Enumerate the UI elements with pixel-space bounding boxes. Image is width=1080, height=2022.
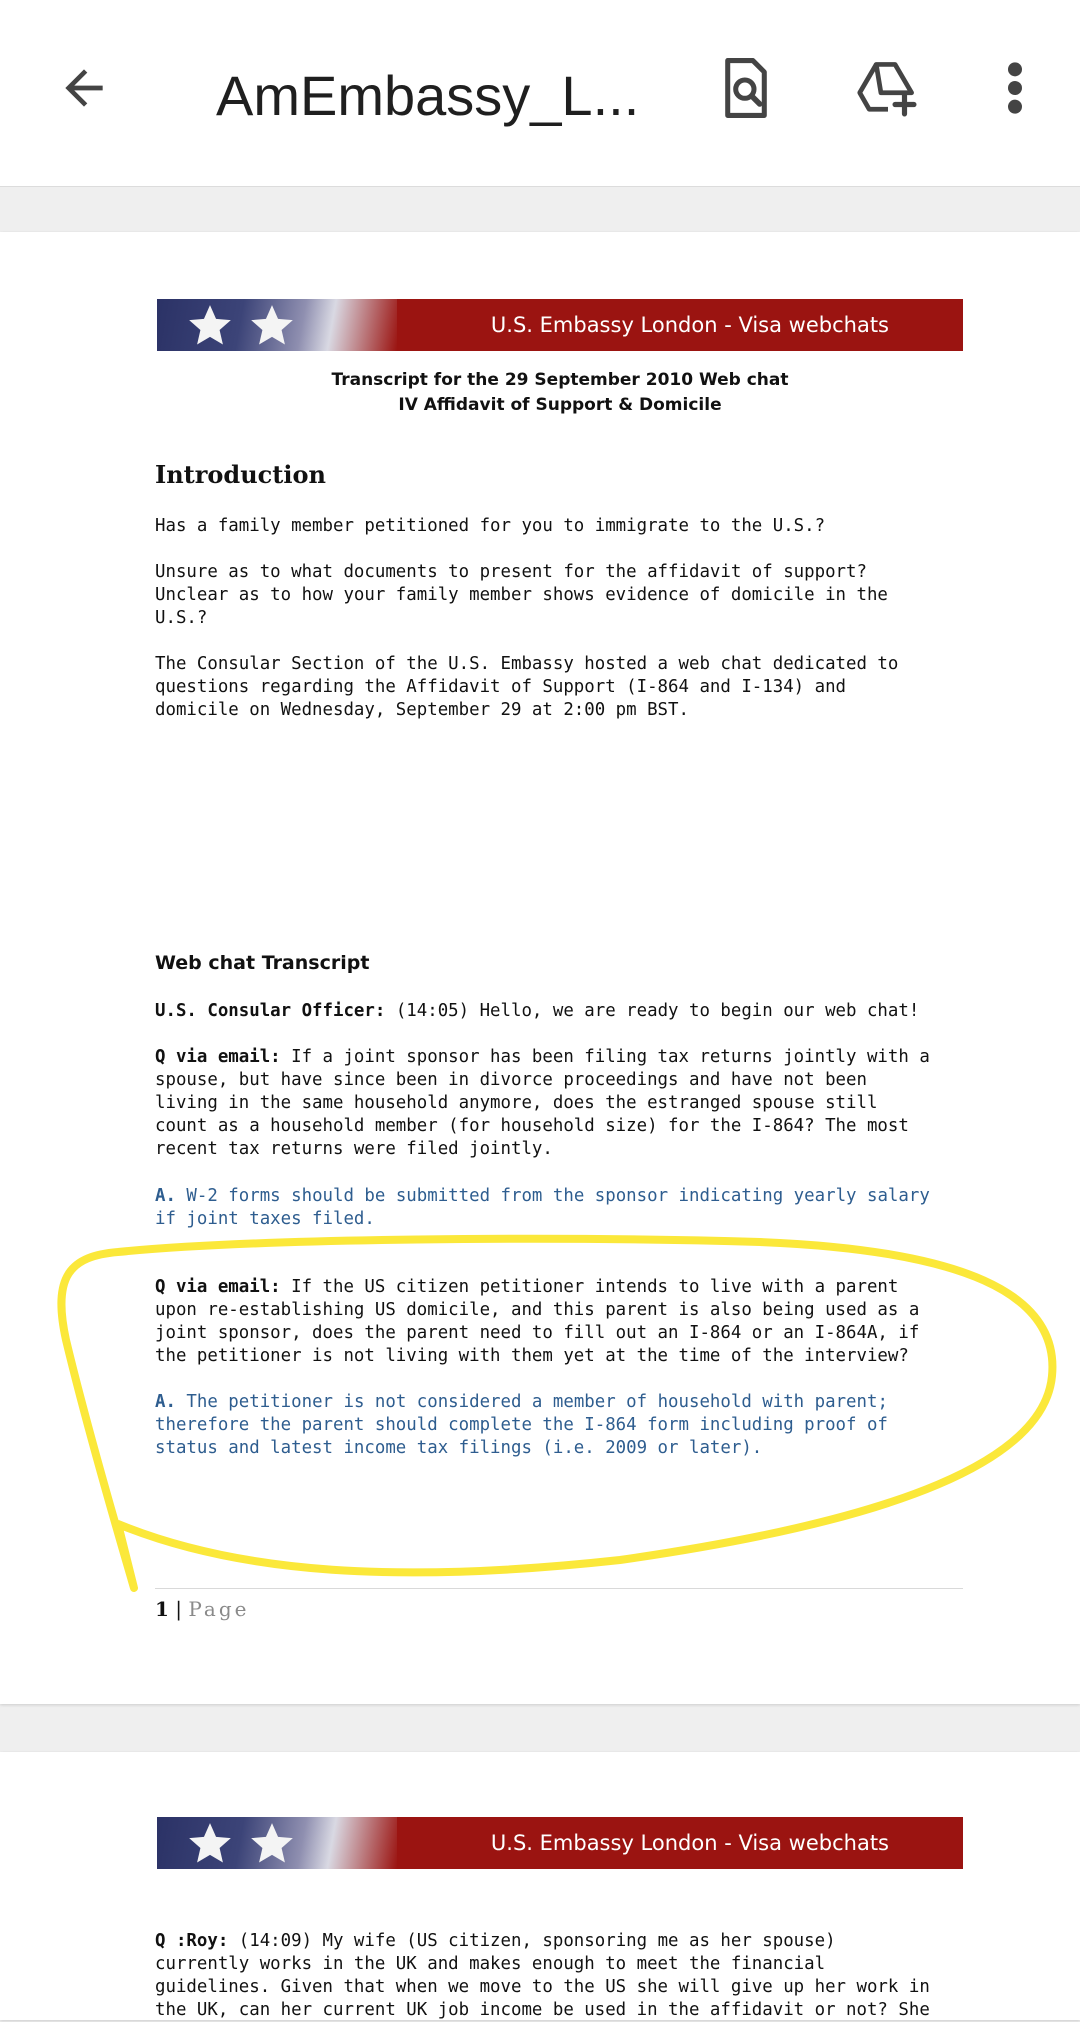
page-number-footer (155, 1588, 963, 1621)
transcript-subtitle: IV Affidavit of Support & Domicile (398, 395, 722, 415)
star-icon (185, 1819, 235, 1869)
question-1-text: If a joint sponsor has been filing tax returns jointly with a spouse, but have since been in divorce proceedings and have not been living in the same household anymore, does the estranged spouse still count as a household member (for household size) for the I-864? The most recent tax returns were filed jointly. (155, 1047, 930, 1159)
intro-paragraph-3: The Consular Section of the U.S. Embassy hosted a web chat dedicated to questions regarding the Affidavit of Support (I-864 and I-134) and domicile on Wednesday, September 29 at 2:00 pm BST. (155, 654, 899, 720)
intro-paragraph-2: Unsure as to what documents to present for the affidavit of support? Unclear as to how your family member shows evidence of domicile in the U.S.? (155, 562, 888, 628)
banner-text: U.S. Embassy London - Visa webchats (490, 1831, 889, 1855)
add-to-drive-icon (855, 58, 921, 118)
question-1 (155, 1046, 975, 1161)
answer-1 (155, 1185, 975, 1231)
pdf-page-1 (0, 232, 1080, 1704)
question-3-text: (14:09) My wife (US citizen, sponsoring me as her spouse) currently works in the UK and makes enough to meet the financial guidelines. Given that when we move to the US she will give up her work in the UK, can her current UK job income be used in the affidavit or not? She (155, 1931, 930, 2020)
page-number: 1 (155, 1597, 169, 1621)
find-in-document-button[interactable] (708, 50, 784, 126)
embassy-banner (157, 1817, 963, 1869)
embassy-banner (157, 299, 963, 351)
transcript-title: Transcript for the 29 September 2010 Web chat (331, 370, 789, 390)
officer-text: (14:05) Hello, we are ready to begin our web chat! (385, 1001, 920, 1021)
star-icon (247, 1819, 297, 1869)
officer-label: U.S. Consular Officer: (155, 1001, 386, 1021)
page-separator: | (168, 1597, 189, 1621)
answer-1-text: W-2 forms should be submitted from the sponsor indicating yearly salary if joint taxes filed. (155, 1186, 930, 1229)
star-icon (185, 301, 235, 351)
star-icon (247, 301, 297, 351)
search-document-icon (718, 56, 774, 120)
officer-greeting (155, 1000, 975, 1023)
intro-paragraph-1: Has a family member petitioned for you to immigrate to the U.S.? (155, 516, 826, 536)
question-3 (155, 1930, 975, 2022)
banner-text: U.S. Embassy London - Visa webchats (490, 313, 889, 337)
introduction-heading: Introduction (155, 460, 326, 489)
page-word: Page (188, 1597, 250, 1621)
us-flag-graphic (157, 1817, 397, 1869)
answer-1-label: A. (155, 1186, 176, 1206)
answer-2-label: A. (155, 1392, 176, 1412)
app-bar (0, 0, 1080, 187)
arrow-left-icon (56, 60, 112, 116)
more-options-button[interactable] (990, 50, 1040, 126)
question-3-label: Q :Roy: (155, 1931, 229, 1951)
us-flag-graphic (157, 299, 397, 351)
question-2 (155, 1276, 975, 1368)
add-to-drive-button[interactable] (848, 50, 928, 126)
transcript-heading: Web chat Transcript (155, 952, 370, 974)
more-vert-icon (1005, 60, 1025, 116)
answer-2-text: The petitioner is not considered a member of household with parent; therefore the parent should complete the I-864 form including proof of status and latest income tax filings (i.e. 2009 or later). (155, 1392, 888, 1458)
question-1-label: Q via email: (155, 1047, 281, 1067)
question-2-label: Q via email: (155, 1277, 281, 1297)
back-button[interactable] (46, 50, 122, 126)
document-title: AmEmbassy_L... (216, 64, 640, 127)
pdf-page-2 (0, 1752, 1080, 2020)
question-2-text: If the US citizen petitioner intends to live with a parent upon re-establishing US domicile, and this parent is also being used as a joint sponsor, does the parent need to fill out an I-864 or an I-864A, if the petitioner is not living with them yet at the time of the interview? (155, 1277, 920, 1366)
answer-2 (155, 1391, 975, 1460)
